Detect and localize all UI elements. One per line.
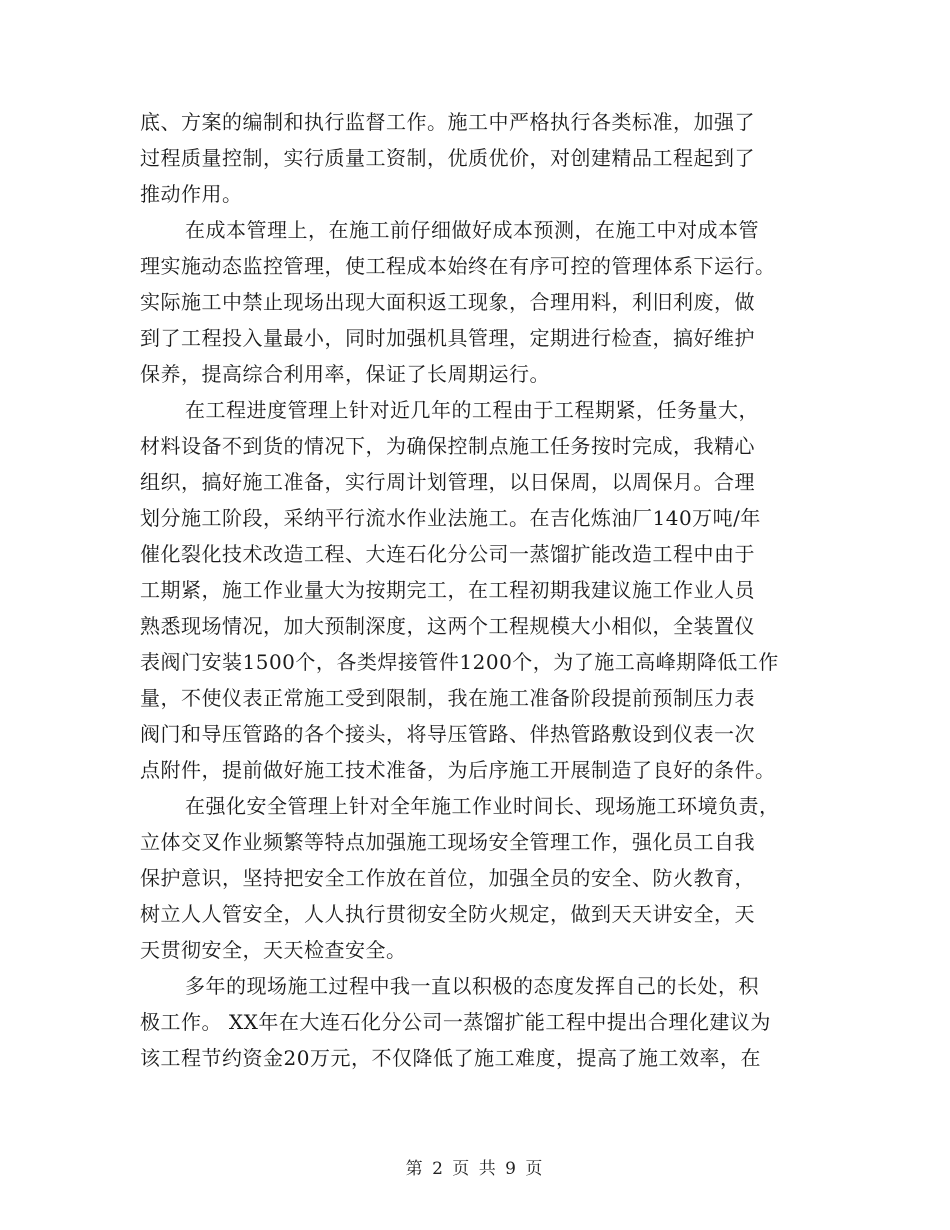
text-line: 立体交叉作业频繁等特点加强施工现场安全管理工作，强化员工自我 — [140, 830, 755, 854]
text-line: 推动作用。 — [140, 182, 243, 206]
text-line: 多年的现场施工过程中我一直以积极的态度发挥自己的长处，积 — [185, 974, 759, 998]
paragraph — [140, 392, 810, 788]
text-line: 实际施工中禁止现场出现大面积返工现象，合理用料，利旧利废，做 — [140, 290, 755, 314]
document-body — [140, 104, 810, 1076]
text-line: 树立人人管安全，人人执行贯彻安全防火规定，做到天天讲安全，天 — [140, 902, 755, 926]
text-line: 过程质量控制，实行质量工资制，优质优价，对创建精品工程起到了 — [140, 146, 755, 170]
text-line: 点附件，提前做好施工技术准备，为后序施工开展制造了良好的条件。 — [140, 758, 776, 782]
text-line: 到了工程投入量最小，同时加强机具管理，定期进行检查，搞好维护 — [140, 326, 755, 350]
text-line: 表阀门安装1500个，各类焊接管件1200个，为了施工高峰期降低工作 — [140, 650, 779, 674]
text-line: 在工程进度管理上针对近几年的工程由于工程期紧，任务量大， — [185, 398, 759, 422]
text-line: 量，不使仪表正常施工受到限制，我在施工准备阶段提前预制压力表 — [140, 686, 755, 710]
text-line: 阀门和导压管路的各个接头，将导压管路、伴热管路敷设到仪表一次 — [140, 722, 755, 746]
text-line: 保护意识，坚持把安全工作放在首位，加强全员的安全、防火教育， — [140, 866, 755, 890]
text-line: 熟悉现场情况，加大预制深度，这两个工程规模大小相似，全装置仪 — [140, 614, 755, 638]
paragraph — [140, 212, 810, 392]
paragraph — [140, 968, 810, 1076]
text-line: 催化裂化技术改造工程、大连石化分公司一蒸馏扩能改造工程中由于 — [140, 542, 755, 566]
text-line: 底、方案的编制和执行监督工作。施工中严格执行各类标准，加强了 — [140, 110, 755, 134]
text-line: 保养，提高综合利用率，保证了长周期运行。 — [140, 362, 550, 386]
text-line: 该工程节约资金20万元，不仅降低了施工难度，提高了施工效率，在 — [140, 1046, 761, 1070]
text-line: 在成本管理上，在施工前仔细做好成本预测，在施工中对成本管 — [185, 218, 759, 242]
text-line: 极工作。 XX年在大连石化分公司一蒸馏扩能工程中提出合理化建议为 — [140, 1010, 771, 1034]
text-line: 在强化安全管理上针对全年施工作业时间长、现场施工环境负责， — [185, 794, 780, 818]
page-number-footer: 第 2 页 共 9 页 — [405, 1159, 545, 1179]
paragraph — [140, 104, 810, 212]
text-line: 天贯彻安全，天天检查安全。 — [140, 938, 407, 962]
paragraph — [140, 788, 810, 968]
text-line: 材料设备不到货的情况下，为确保控制点施工任务按时完成，我精心 — [140, 434, 755, 458]
text-line: 组织，搞好施工准备，实行周计划管理，以日保周，以周保月。合理 — [140, 470, 755, 494]
text-line: 划分施工阶段，采纳平行流水作业法施工。在吉化炼油厂140万吨/年 — [140, 506, 761, 530]
text-line: 理实施动态监控管理，使工程成本始终在有序可控的管理体系下运行。 — [140, 254, 776, 278]
text-line: 工期紧，施工作业量大为按期完工，在工程初期我建议施工作业人员 — [140, 578, 755, 602]
